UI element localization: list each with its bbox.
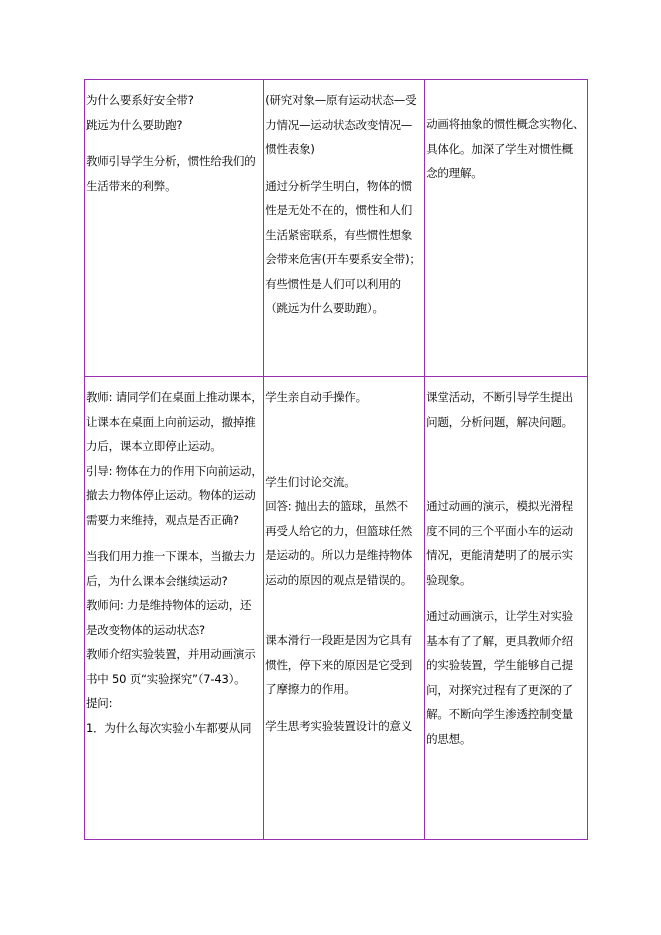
text-line: 具体化。加深了学生对惯性概 bbox=[426, 141, 573, 156]
text-line: 跳远为什么要助跑? bbox=[86, 117, 183, 132]
text-line: 教师: 请同学们在桌面上推动课本， bbox=[86, 390, 263, 404]
text-line: 度不同的三个平面小车的运动 bbox=[426, 523, 573, 538]
text-line: 运动的原因的观点是错误的。 bbox=[265, 572, 413, 587]
text-line: 基本有了了解，更具教师介绍 bbox=[426, 633, 573, 648]
text-line: 念的理解。 bbox=[426, 166, 483, 180]
text-line: 惯性表象) bbox=[265, 142, 315, 156]
table-row bbox=[85, 377, 588, 840]
text-line: 力情况—运动状态改变情况— bbox=[265, 117, 413, 132]
table-row bbox=[85, 80, 588, 377]
text-line: 会带来危害(开车要系安全带)； bbox=[265, 252, 421, 266]
text-line: 是改变物体的运动状态? bbox=[86, 622, 205, 637]
text-line: 教师引导学生分析，惯性给我们的 bbox=[86, 154, 256, 168]
text-line: 的思想。 bbox=[426, 731, 472, 746]
text-line: 是运动的。所以力是维持物体 bbox=[265, 548, 413, 562]
text-line: 学生亲自动手操作。 bbox=[265, 390, 367, 404]
text-line: (研究对象—原有运动状态—受 bbox=[265, 93, 417, 107]
text-line: 教师问: 力是维持物体的运动，还 bbox=[86, 598, 252, 612]
text-line: 提问: bbox=[86, 696, 113, 710]
text-line: 撤去力物体停止运动。物体的运动 bbox=[86, 488, 256, 502]
text-line: 为什么要系好安全带? bbox=[86, 93, 194, 107]
text-line: 问题，分析问题，解决问题。 bbox=[426, 414, 573, 429]
text-line: 引导: 物体在力的作用下向前运动， bbox=[86, 463, 263, 478]
text-line: 情况，更能清楚明了的展示实 bbox=[426, 548, 573, 562]
student-activity-cell bbox=[264, 80, 425, 377]
text-line: 书中 50 页“实验探究”（7-43）。 bbox=[86, 671, 246, 686]
text-line: 课堂活动，不断引导学生提出 bbox=[426, 390, 573, 404]
text-line: 解。不断向学生渗透控制变量 bbox=[426, 707, 573, 721]
text-line: 1．为什么每次实验小车都要从同 bbox=[86, 720, 252, 735]
teacher-activity-cell bbox=[85, 80, 264, 377]
text-line: 回答: 抛出去的篮球，虽然不 bbox=[265, 499, 408, 513]
text-line: 教师介绍实验装置，并用动画演示 bbox=[86, 647, 256, 661]
design-intent-cell bbox=[425, 377, 588, 840]
text-line: 惯性，停下来的原因是它受到 bbox=[265, 657, 413, 672]
text-line: 让课本在桌面上向前运动，撤掉推 bbox=[86, 414, 256, 429]
text-line: 通过动画演示，让学生对实验 bbox=[426, 609, 573, 623]
text-line: 验现象。 bbox=[426, 572, 472, 587]
text-line: 了摩擦力的作用。 bbox=[265, 682, 356, 696]
text-line: 当我们用力推一下课本，当撤去力 bbox=[86, 549, 256, 563]
text-line: 的实验装置，学生能够自己提 bbox=[426, 658, 573, 672]
text-line: 再受人给它的力，但篮球任然 bbox=[265, 523, 413, 538]
text-line: 力后，课本立即停止运动。 bbox=[86, 439, 222, 453]
lesson-plan-table bbox=[84, 79, 588, 840]
teacher-activity-cell bbox=[85, 377, 264, 840]
text-line: 通过分析学生明白，物体的惯 bbox=[265, 178, 413, 193]
text-line: 有些惯性是人们可以利用的 bbox=[265, 276, 401, 291]
text-line: 性是无处不在的，惯性和人们 bbox=[265, 203, 413, 217]
text-line: 后，为什么课本会继续运动? bbox=[86, 573, 228, 588]
design-intent-cell bbox=[425, 80, 588, 377]
text-line: 动画将抽象的惯性概念实物化、 bbox=[426, 117, 585, 131]
text-line: 学生思考实验装置设计的意义 bbox=[265, 718, 413, 733]
text-line: 学生们讨论交流。 bbox=[265, 474, 356, 489]
text-line: 通过动画的演示，模拟光滑程 bbox=[426, 499, 573, 513]
student-activity-cell bbox=[264, 377, 425, 840]
text-line: 需要力来维持，观点是否正确? bbox=[86, 512, 239, 527]
text-line: 问，对探究过程有了更深的了 bbox=[426, 682, 573, 697]
text-line: 生活带来的利弊。 bbox=[86, 178, 177, 193]
text-line: 课本滑行一段距是因为它具有 bbox=[265, 633, 413, 647]
text-line: （跳远为什么要助跑）。 bbox=[265, 301, 384, 315]
text-line: 生活紧密联系，有些惯性想象 bbox=[265, 227, 413, 242]
